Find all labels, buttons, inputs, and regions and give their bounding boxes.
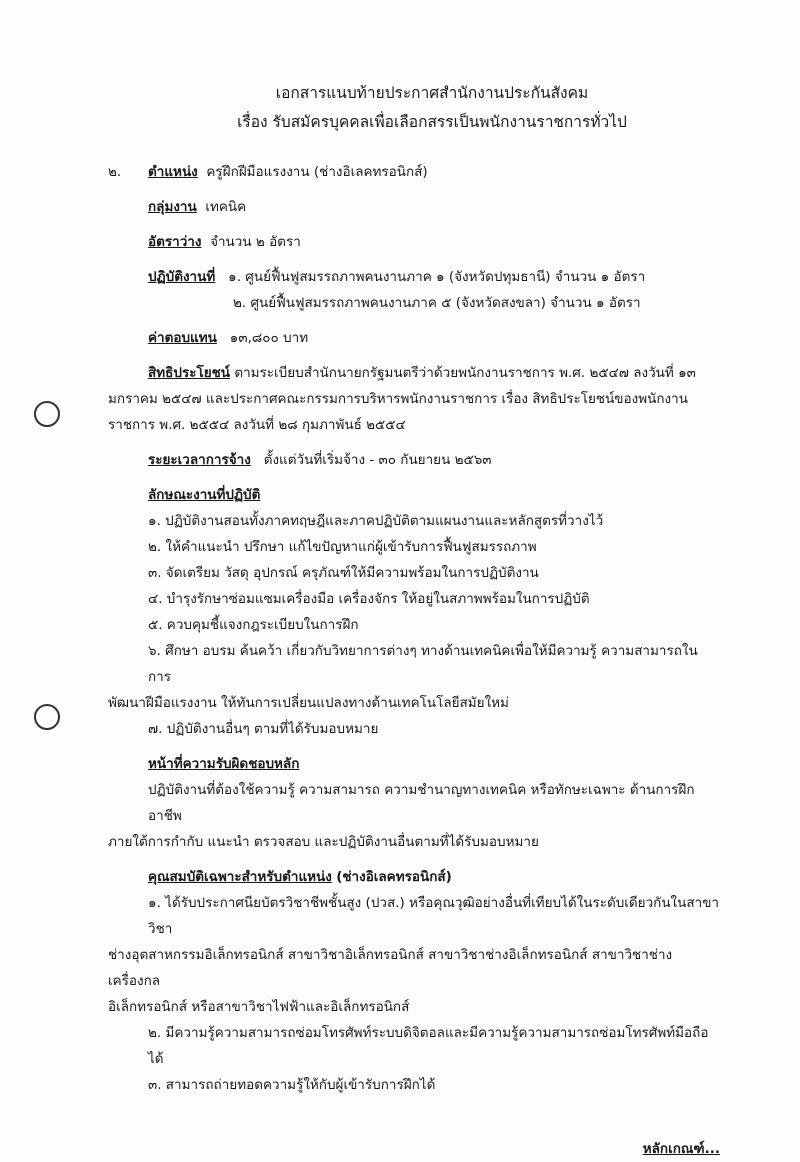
qualification-line: ๒. มีความรู้ความสามารถซ่อมโทรศัพท์ระบบดิจิตอลและมีความรู้ความสามารถซ่อมโทรศัพท์มือถือได้	[148, 1025, 709, 1067]
nature-item: ๓. จัดเตรียม วัสดุ อุปกรณ์ ครุภัณฑ์ให้มีความพร้อมในการปฏิบัติงาน	[148, 565, 539, 581]
continued-marker: หลักเกณฑ์...	[642, 1141, 720, 1157]
qualification-line: ๑. ได้รับประกาศนียบัตรวิชาชีพชั้นสูง (ปวส.) หรือคุณวุฒิอย่างอื่นที่เทียบได้ในระดับเดียวกันในสาขาวิชา	[148, 895, 720, 937]
position-row	[108, 159, 720, 185]
pay-value: ๑๓,๘๐๐ บาท	[229, 330, 309, 346]
workplace-row	[108, 264, 720, 290]
pay-label: ค่าตอบแทน	[148, 330, 217, 346]
nature-heading: ลักษณะงานที่ปฏิบัติ	[148, 487, 261, 503]
duration-value: ตั้งแต่วันที่เริ่มจ้าง - ๓๐ กันยายน ๒๕๖๓	[263, 452, 492, 468]
vacancy-label: อัตราว่าง	[148, 234, 202, 250]
workplace-item: ๑. ศูนย์ฟื้นฟูสมรรถภาพคนงานภาค ๑ (จังหวัดปทุมธานี) จำนวน ๑ อัตรา	[228, 269, 646, 285]
position-number: ๒.	[108, 164, 122, 180]
qualifications-heading-row	[108, 864, 720, 890]
benefits-text: ตามระเบียบสำนักนายกรัฐมนตรีว่าด้วยพนักงานราชการ พ.ศ. ๒๕๔๗ ลงวันที่ ๑๓	[234, 365, 696, 381]
duties-line: ปฏิบัติงานที่ต้องใช้ความรู้ ความสามารถ ความชำนาญทางเทคนิค หรือทักษะเฉพาะ ด้านการฝึกอาชีพ	[148, 782, 695, 824]
group-value: เทคนิค	[205, 199, 247, 215]
pay-row	[108, 325, 720, 351]
duration-row	[108, 447, 720, 473]
benefits-line: มกราคม ๒๕๔๗ และประกาศคณะกรรมการบริหารพนักงานราชการ เรื่อง สิทธิประโยชน์ของพนักงาน	[108, 391, 688, 407]
nature-item: ๒. ให้คำแนะนำ ปรึกษา แก้ไขปัญหาแก่ผู้เข้ารับการฟื้นฟูสมรรถภาพ	[148, 539, 537, 555]
document-title: เอกสารแนบท้ายประกาศสำนักงานประกันสังคม	[275, 84, 589, 102]
duration-label: ระยะเวลาการจ้าง	[148, 452, 251, 468]
document-body	[108, 79, 720, 1162]
qualifications-heading-suffix: (ช่างอิเลคทรอนิกส์)	[336, 869, 452, 885]
vacancy-value: จำนวน ๒ อัตรา	[210, 234, 301, 250]
benefits-line	[108, 360, 720, 386]
qualifications-heading: คุณสมบัติเฉพาะสำหรับตำแหน่ง	[148, 869, 332, 885]
nature-item: ๖. ศึกษา อบรม ค้นคว้า เกี่ยวกับวิทยาการต่างๆ ทางด้านเทคนิคเพื่อให้มีความรู้ ความสามารถในการ	[148, 643, 698, 685]
hole-punch-mark	[34, 401, 60, 427]
benefits-label: สิทธิประโยชน์	[148, 365, 231, 381]
vacancy-row	[108, 229, 720, 255]
qualification-line: อิเล็กทรอนิกส์ หรือสาขาวิชาไฟฟ้าและอิเล็กทรอนิกส์	[108, 999, 410, 1015]
duties-line: ภายใต้การกำกับ แนะนำ ตรวจสอบ และปฏิบัติงานอื่นตามที่ได้รับมอบหมาย	[108, 834, 539, 850]
nature-item-continued: พัฒนาฝีมือแรงงาน ให้ทันการเปลี่ยนแปลงทางด้านเทคโนโลยีสมัยใหม่	[108, 695, 509, 711]
workplace-label: ปฏิบัติงานที่	[148, 269, 216, 285]
qualification-line: ๓. สามารถถ่ายทอดความรู้ให้กับผู้เข้ารับการฝึกได้	[148, 1077, 436, 1093]
nature-item: ๕. ควบคุมชี้แจงกฎระเบียบในการฝึก	[148, 617, 359, 633]
position-value: ครูฝึกฝีมือแรงงาน (ช่างอิเลคทรอนิกส์)	[206, 164, 428, 180]
nature-item: ๔. บำรุงรักษาซ่อมแซมเครื่องมือ เครื่องจักร ให้อยู่ในสภาพพร้อมในการปฏิบัติ	[148, 591, 590, 607]
group-row	[108, 194, 720, 220]
qualification-line: ช่างอุตสาหกรรมอิเล็กทรอนิกส์ สาขาวิชาอิเล็กทรอนิกส์ สาขาวิชาช่างอิเล็กทรอนิกส์ สาขาวิชาช่างเครื่องกล	[108, 947, 673, 989]
duties-heading: หน้าที่ความรับผิดชอบหลัก	[148, 756, 300, 772]
duties-heading-row	[108, 751, 720, 777]
position-label: ตำแหน่ง	[148, 164, 198, 180]
document-subject: เรื่อง รับสมัครบุคคลเพื่อเลือกสรรเป็นพนักงานราชการทั่วไป	[237, 113, 627, 131]
continued-row	[108, 1136, 720, 1162]
nature-item: ๑. ปฏิบัติงานสอนทั้งภาคทฤษฎีและภาคปฏิบัติตามแผนงานและหลักสูตรที่วางไว้	[148, 513, 604, 529]
workplace-item: ๒. ศูนย์ฟื้นฟูสมรรถภาพคนงานภาค ๕ (จังหวัดสงขลา) จำนวน ๑ อัตรา	[233, 295, 641, 311]
hole-punch-mark	[34, 704, 60, 730]
group-label: กลุ่มงาน	[148, 199, 197, 215]
benefits-line: ราชการ พ.ศ. ๒๕๕๔ ลงวันที่ ๒๘ กุมภาพันธ์ ๒๕๕๔	[108, 417, 406, 433]
nature-heading-row	[108, 482, 720, 508]
nature-item: ๗. ปฏิบัติงานอื่นๆ ตามที่ได้รับมอบหมาย	[148, 721, 379, 737]
